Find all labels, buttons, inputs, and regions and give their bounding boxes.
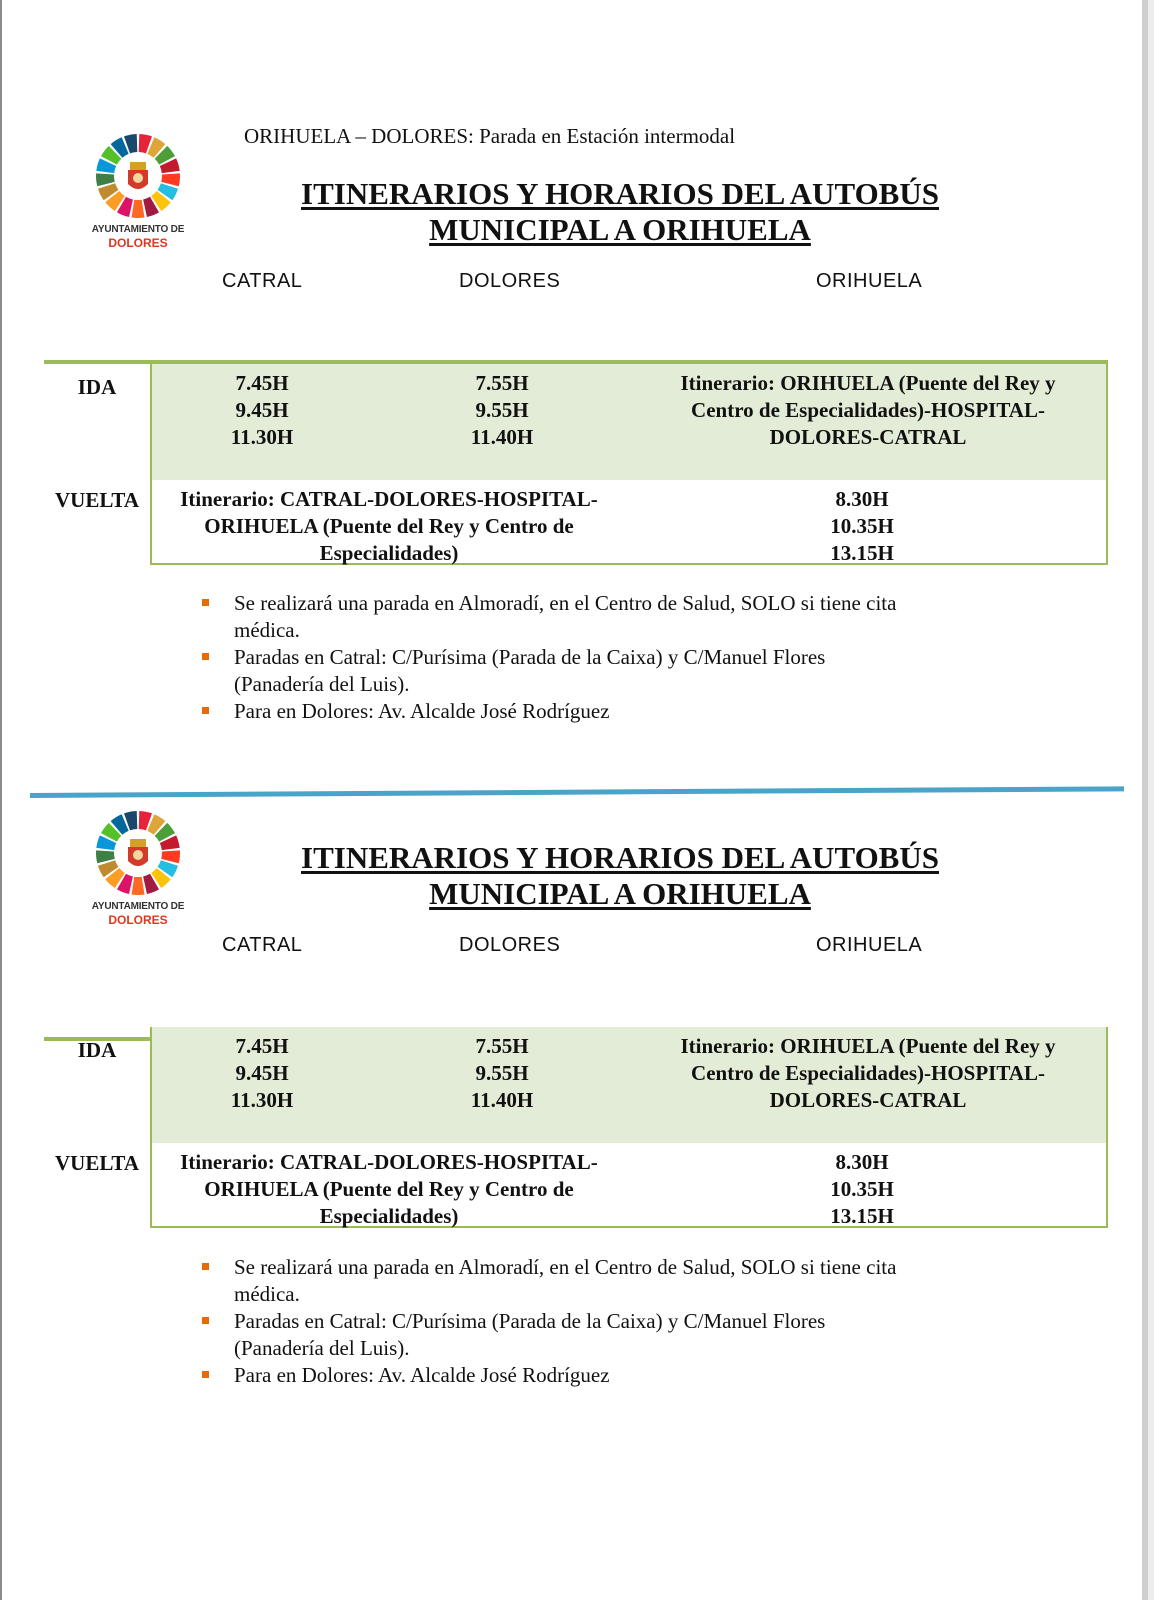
- schedule-table: [150, 1027, 1108, 1228]
- time-cell: 9.45H: [235, 1061, 289, 1085]
- time-cell: 10.35H: [830, 514, 894, 538]
- itinerary-line: ORIHUELA (Puente del Rey y Centro de: [204, 1177, 574, 1201]
- wheel-segment: [132, 200, 145, 218]
- itinerary-line: Itinerario: CATRAL-DOLORES-HOSPITAL-: [180, 1150, 598, 1174]
- town-header-catral: CATRAL: [222, 270, 303, 292]
- itinerary-line: Itinerario: CATRAL-DOLORES-HOSPITAL-: [180, 487, 598, 511]
- town-header-catral: CATRAL: [222, 934, 303, 956]
- logo-text-top: AYUNTAMIENTO DE: [91, 901, 185, 912]
- time-cell: 7.45H: [235, 1034, 289, 1058]
- notes-list: [196, 1254, 996, 1389]
- wheel-segment: [132, 877, 145, 895]
- square-bullet-icon: [202, 1263, 209, 1270]
- list-item: [196, 1362, 996, 1389]
- ida-dolores-times: [452, 1033, 552, 1114]
- title-line-1: ITINERARIOS Y HORARIOS DEL AUTOBÚS: [301, 840, 939, 875]
- note-line: Para en Dolores: Av. Alcalde José Rodríguez: [234, 1363, 610, 1387]
- table-row-vuelta: [152, 480, 1106, 563]
- schedule-section-2: [0, 677, 1154, 1387]
- logo-text-bottom: DOLORES: [108, 236, 168, 250]
- time-cell: 11.30H: [230, 1088, 294, 1112]
- title-line-2: MUNICIPAL A ORIHUELA: [429, 212, 811, 247]
- town-header-orihuela: ORIHUELA: [816, 270, 923, 292]
- time-cell: 11.30H: [230, 425, 294, 449]
- vuelta-orihuela-times: [772, 1149, 952, 1230]
- list-item: [196, 590, 996, 644]
- time-cell: 9.55H: [475, 1061, 529, 1085]
- logo-text-top: AYUNTAMIENTO DE: [91, 224, 185, 235]
- itinerary-line: Centro de Especialidades)-HOSPITAL-: [691, 398, 1045, 422]
- list-item: [196, 1308, 996, 1362]
- itinerary-line: DOLORES-CATRAL: [769, 1088, 967, 1112]
- row-label-ida: IDA: [77, 375, 117, 399]
- page-title: [250, 840, 990, 912]
- town-header-dolores: DOLORES: [459, 270, 561, 292]
- time-cell: 13.15H: [830, 1204, 894, 1228]
- itinerary-line: Itinerario: ORIHUELA (Puente del Rey y: [680, 371, 1056, 395]
- sdg-wheel-icon: [94, 132, 182, 220]
- ida-dolores-times: [452, 370, 552, 451]
- ida-catral-times: [212, 1033, 312, 1114]
- dolores-council-logo: [88, 132, 188, 257]
- route-note: ORIHUELA – DOLORES: Parada en Estación intermodal: [244, 124, 736, 148]
- note-line: Paradas en Catral: C/Purísima (Parada de la Caixa) y C/Manuel Flores: [234, 645, 826, 669]
- note-line: Para en Dolores: Av. Alcalde José Rodríguez: [234, 699, 610, 723]
- note-line: médica.: [234, 1282, 300, 1306]
- time-cell: 11.40H: [470, 1088, 534, 1112]
- logo-text-bottom: DOLORES: [108, 913, 168, 927]
- vuelta-itinerary: [164, 1149, 614, 1230]
- note-line: médica.: [234, 618, 300, 642]
- itinerary-line: Centro de Especialidades)-HOSPITAL-: [691, 1061, 1045, 1085]
- time-cell: 8.30H: [835, 487, 889, 511]
- itinerary-line: Itinerario: ORIHUELA (Puente del Rey y: [680, 1034, 1056, 1058]
- sdg-wheel-icon: [94, 809, 182, 897]
- town-header-orihuela: ORIHUELA: [816, 934, 923, 956]
- time-cell: 7.55H: [475, 371, 529, 395]
- ida-itinerary: [648, 370, 1088, 451]
- time-cell: 8.30H: [835, 1150, 889, 1174]
- row-label-vuelta: VUELTA: [54, 1151, 140, 1175]
- time-cell: 9.55H: [475, 398, 529, 422]
- itinerary-line: Especialidades): [319, 541, 459, 565]
- table-row-ida: [152, 364, 1106, 480]
- itinerary-line: ORIHUELA (Puente del Rey y Centro de: [204, 514, 574, 538]
- square-bullet-icon: [202, 653, 209, 660]
- ida-itinerary: [648, 1033, 1088, 1114]
- time-cell: 10.35H: [830, 1177, 894, 1201]
- town-header-dolores: DOLORES: [459, 934, 561, 956]
- vuelta-orihuela-times: [772, 486, 952, 567]
- itinerary-line: DOLORES-CATRAL: [769, 425, 967, 449]
- row-label-vuelta: VUELTA: [54, 488, 140, 512]
- time-cell: 13.15H: [830, 541, 894, 565]
- note-line: Se realizará una parada en Almoradí, en el Centro de Salud, SOLO si tiene cita: [234, 1255, 897, 1279]
- ida-catral-times: [212, 370, 312, 451]
- schedule-section-1: [0, 0, 1154, 723]
- square-bullet-icon: [202, 1317, 209, 1324]
- title-line-1: ITINERARIOS Y HORARIOS DEL AUTOBÚS: [301, 176, 939, 211]
- title-line-2: MUNICIPAL A ORIHUELA: [429, 876, 811, 911]
- note-line: Se realizará una parada en Almoradí, en el Centro de Salud, SOLO si tiene cita: [234, 591, 897, 615]
- square-bullet-icon: [202, 1371, 209, 1378]
- page-title: [250, 176, 990, 248]
- vuelta-itinerary: [164, 486, 614, 567]
- list-item: [196, 1254, 996, 1308]
- row-label-ida: IDA: [77, 1038, 117, 1062]
- time-cell: 7.55H: [475, 1034, 529, 1058]
- note-line: (Panadería del Luis).: [234, 1336, 410, 1360]
- square-bullet-icon: [202, 599, 209, 606]
- note-line: (Panadería del Luis).: [234, 672, 410, 696]
- time-cell: 7.45H: [235, 371, 289, 395]
- table-row-vuelta: [152, 1143, 1106, 1226]
- time-cell: 11.40H: [470, 425, 534, 449]
- dolores-council-logo: [88, 809, 188, 934]
- note-line: Paradas en Catral: C/Purísima (Parada de la Caixa) y C/Manuel Flores: [234, 1309, 826, 1333]
- schedule-table: [150, 364, 1108, 565]
- table-row-ida: [152, 1027, 1106, 1143]
- time-cell: 9.45H: [235, 398, 289, 422]
- itinerary-line: Especialidades): [319, 1204, 459, 1228]
